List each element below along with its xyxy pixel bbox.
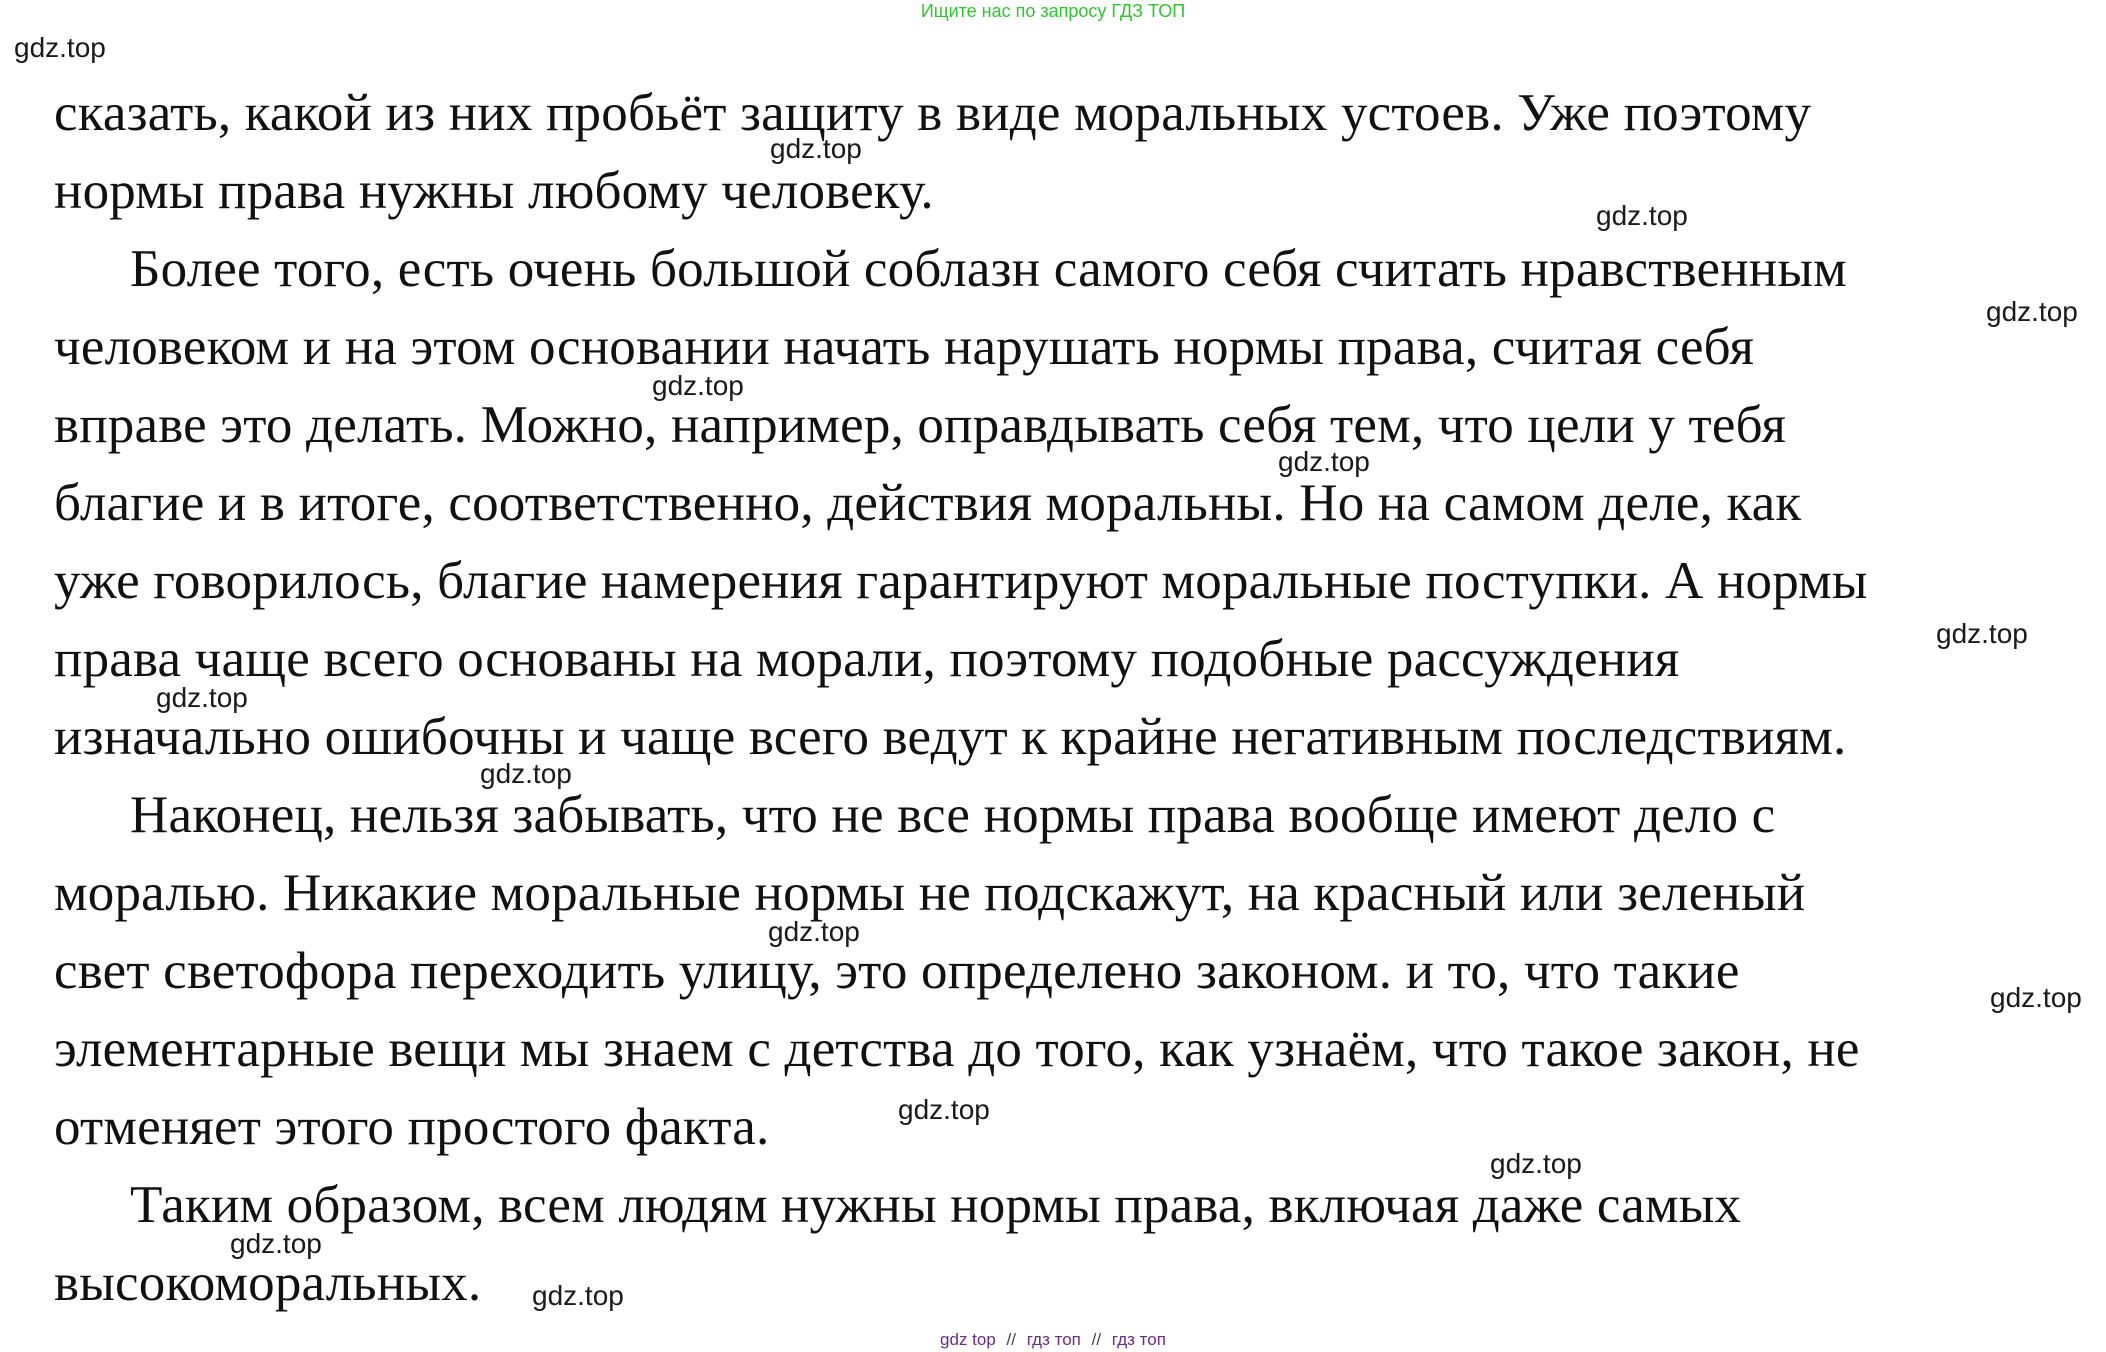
text-line: отменяет этого простого факта. xyxy=(54,1098,770,1156)
text-line: элементарные вещи мы знаем с детства до того, как узнаём, что такое закон, не xyxy=(54,1020,1860,1078)
watermark: gdz.top xyxy=(480,758,572,789)
top-banner: Ищите нас по запросу ГДЗ ТОП xyxy=(920,1,1186,21)
text-line: изначально ошибочны и чаще всего ведут к крайне негативным последствиям. xyxy=(54,708,1847,766)
footer-separator: // xyxy=(1091,1330,1102,1349)
text-line: высокоморальных. xyxy=(54,1254,482,1312)
text-line: свет светофора переходить улицу, это определено законом. и то, что такие xyxy=(54,942,1740,1000)
text-line: вправе это делать. Можно, например, оправдывать себя тем, что цели у тебя xyxy=(54,396,1787,454)
watermark: gdz.top xyxy=(770,133,862,164)
watermark: gdz.top xyxy=(1986,296,2078,327)
footer-link[interactable]: гдз топ xyxy=(1026,1330,1081,1349)
text-line: Более того, есть очень большой соблазн самого себя считать нравственным xyxy=(130,240,1847,298)
text-line: права чаще всего основаны на морали, поэтому подобные рассуждения xyxy=(54,630,1680,688)
text-line: благие и в итоге, соответственно, действия моральны. Но на самом деле, как xyxy=(54,474,1802,532)
watermark: gdz.top xyxy=(1490,1148,1582,1179)
document-text xyxy=(54,74,2064,1322)
text-line: уже говорилось, благие намерения гарантируют моральные поступки. А нормы xyxy=(54,552,1868,610)
footer-link[interactable]: гдз топ xyxy=(1111,1330,1166,1349)
watermark: gdz.top xyxy=(768,916,860,947)
footer-separator: // xyxy=(1006,1330,1016,1349)
watermark: gdz.top xyxy=(230,1228,322,1259)
watermark: gdz.top xyxy=(1936,618,2028,649)
text-line: сказать, какой из них пробьёт защиту в виде моральных устоев. Уже поэтому xyxy=(54,84,1812,142)
watermark: gdz.top xyxy=(1596,200,1688,231)
text-line: моралью. Никакие моральные нормы не подскажут, на красный или зеленый xyxy=(54,864,1806,922)
text-line: Наконец, нельзя забывать, что не все нормы права вообще имеют дело с xyxy=(130,786,1776,844)
watermark: gdz.top xyxy=(14,32,106,63)
footer-link[interactable]: gdz top xyxy=(940,1330,996,1349)
watermark: gdz.top xyxy=(1990,982,2082,1013)
watermark: gdz.top xyxy=(1278,446,1370,477)
watermark: gdz.top xyxy=(652,370,744,401)
watermark: gdz.top xyxy=(532,1280,624,1311)
text-line: человеком и на этом основании начать нарушать нормы права, считая себя xyxy=(54,318,1755,376)
footer-links xyxy=(0,1330,2106,1350)
watermark: gdz.top xyxy=(898,1094,990,1125)
text-line: Таким образом, всем людям нужны нормы права, включая даже самых xyxy=(130,1176,1742,1234)
watermark: gdz.top xyxy=(156,682,248,713)
text-line: нормы права нужны любому человеку. xyxy=(54,162,934,220)
